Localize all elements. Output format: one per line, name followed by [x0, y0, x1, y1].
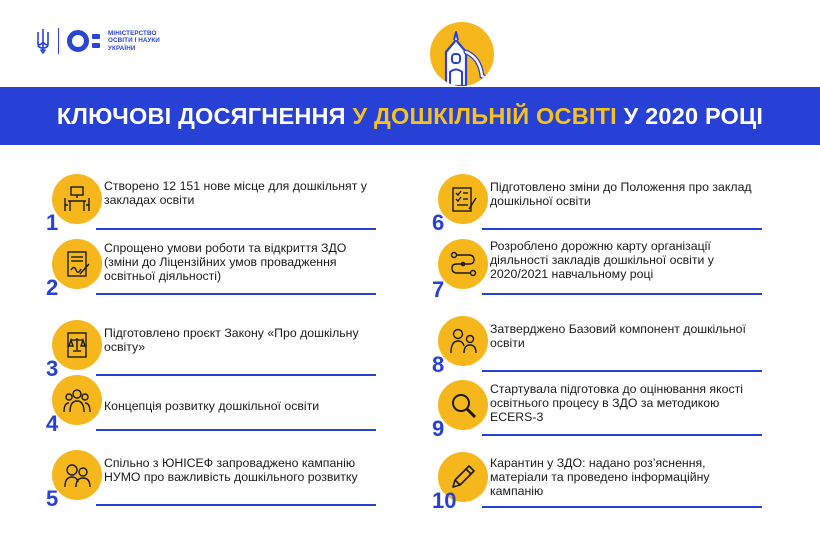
achievement-item-9: 9 Стартувала підготовка до оцінювання якості освітнього процесу в ЗДО за методикою ECERS-3	[432, 380, 762, 440]
document-sign-icon	[63, 250, 91, 278]
underline	[96, 504, 376, 506]
playground-icon	[430, 22, 494, 86]
underline	[482, 506, 762, 508]
achievement-item-6: 6 Підготовлено зміни до Положення про заклад дошкільної освіти	[432, 174, 762, 234]
teacher-child-icon	[449, 327, 477, 355]
roadmap-icon	[449, 250, 477, 278]
checklist-icon	[449, 185, 477, 213]
achievement-item-2: 2 Спрощено умови роботи та відкриття ЗДО (зміни до Ліцензійних умов провадження освітньої діяльності)	[46, 239, 376, 299]
children-icon	[63, 461, 91, 489]
achievement-text: Затверджено Базовий компонент дошкільної освіти	[490, 322, 746, 350]
achievement-text: Концепція розвитку дошкільної освіти	[104, 399, 320, 413]
achievement-item-1: 1 Створено 12 151 нове місце для дошкільнят у закладах освіти	[46, 174, 376, 234]
underline	[482, 293, 762, 295]
magnifier-icon	[449, 391, 477, 419]
title-highlight: У ДОШКІЛЬНІЙ ОСВІТІ	[352, 102, 617, 129]
achievement-text: Підготовлено зміни до Положення про заклад дошкільної освіти	[490, 180, 752, 208]
mon-logo-mark-icon	[67, 30, 100, 52]
achievement-text: Спрощено умови роботи та відкриття ЗДО (зміни до Ліцензійних умов провадження освітньої діяльності)	[104, 241, 347, 283]
title-banner	[0, 87, 820, 145]
trident-icon	[36, 28, 50, 54]
achievement-item-4: 4 Концепція розвитку дошкільної освіти	[46, 375, 376, 435]
achievement-text: Підготовлено проєкт Закону «Про дошкільну освіту»	[104, 326, 359, 354]
ministry-name: МІНІСТЕРСТВО ОСВІТИ І НАУКИ УКРАЇНИ	[108, 29, 160, 52]
underline	[482, 434, 762, 436]
people-group-icon	[63, 386, 91, 414]
underline	[482, 228, 762, 230]
ministry-logo	[36, 24, 160, 58]
achievement-item-5: 5 Спільно з ЮНІСЕФ запроваджено кампанію НУМО про важливість дошкільного розвитку	[46, 450, 376, 510]
classroom-desk-icon	[63, 185, 91, 213]
law-book-icon	[63, 331, 91, 359]
underline	[96, 429, 376, 431]
achievement-item-10: 10 Карантин у ЗДО: надано роз’яснення, матеріали та проведено інформаційну кампанію	[432, 452, 762, 512]
underline	[482, 370, 762, 372]
achievement-item-7: 7 Розроблено дорожню карту організації діяльності закладів дошкільної освіти у 2020/2021 навчальному році	[432, 239, 762, 301]
achievement-item-8: 8 Затверджено Базовий компонент дошкільної освіти	[432, 316, 762, 376]
achievement-text: Карантин у ЗДО: надано роз’яснення, матеріали та проведено інформаційну кампанію	[490, 456, 710, 498]
underline	[96, 228, 376, 230]
achievement-text: Створено 12 151 нове місце для дошкільнят у закладах освіти	[104, 179, 367, 207]
achievement-item-3: 3 Підготовлено проєкт Закону «Про дошкільну освіту»	[46, 320, 376, 380]
page-title: КЛЮЧОВІ ДОСЯГНЕННЯ У ДОШКІЛЬНІЙ ОСВІТІ У 2020 РОЦІ	[56, 102, 764, 129]
logo-divider	[58, 28, 59, 54]
achievement-text: Стартувала підготовка до оцінювання якості освітнього процесу в ЗДО за методикою ECERS-3	[490, 382, 743, 424]
pencil-icon	[449, 463, 477, 491]
achievement-text: Спільно з ЮНІСЕФ запроваджено кампанію НУМО про важливість дошкільного розвитку	[104, 456, 358, 484]
underline	[96, 293, 376, 295]
achievement-text: Розроблено дорожню карту організації діяльності закладів дошкільної освіти у 2020/2021 навчальному році	[490, 239, 714, 281]
